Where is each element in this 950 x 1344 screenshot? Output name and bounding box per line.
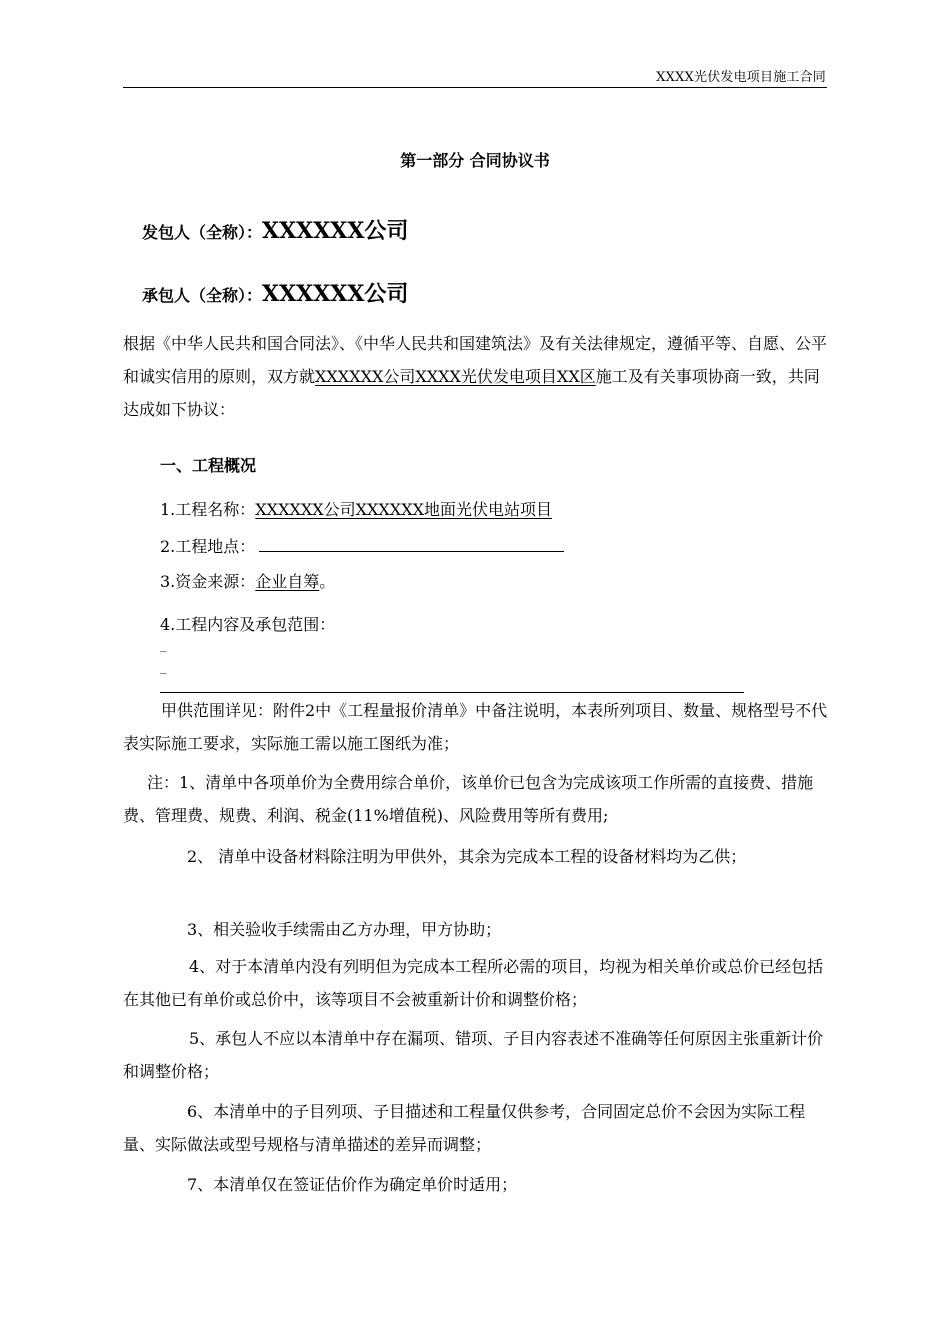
funding-end: 。 (319, 572, 336, 591)
project-name-line (160, 497, 552, 520)
scope-rule (160, 692, 744, 693)
intro-project: XXXXXX公司XXXX光伏发电项目XX区 (315, 367, 596, 386)
contractor-label: 承包人（全称）： (142, 286, 263, 305)
employer-name: XXXXXX公司 (262, 218, 409, 244)
scope-blank-2: _ (160, 660, 167, 675)
project-name-label: 1.工程名称： (160, 500, 256, 519)
intro-paragraph (123, 327, 833, 426)
intro-prefix: 根据《中华人民共和国合同法》、《中华人民共和国建筑法》及有关法律规定，遵循平等、自愿、公平和诚实信用的原则，双方就 (123, 334, 828, 386)
note-item: 7、本清单仅在签证估价作为确定单价时适用； (187, 1175, 518, 1194)
contractor-line (142, 277, 408, 308)
contractor-name: XXXXXX公司 (262, 281, 409, 307)
funding-label: 3.资金来源： (160, 572, 256, 591)
funding-line (160, 569, 335, 592)
note-item: 4、对于本清单内没有列明但为完成本工程所必需的项目，均视为相关单价或总价已经包括在其他已有单价或总价中，该等项目不会被重新计价和调整价格； (123, 957, 824, 1009)
scope-blank-1: _ (160, 638, 167, 653)
note-item: 5、承包人不应以本清单中存在漏项、错项、子目内容表述不准确等任何原因主张重新计价和调整价格； (123, 1029, 824, 1081)
section-heading: 一、工程概况 (160, 456, 257, 475)
project-name-value: XXXXXX公司XXXXXX地面光伏电站项目 (255, 500, 552, 519)
note-item: 注：1、清单中各项单价为全费用综合单价，该单价已包含为完成该项工作所需的直接费、措施费、管理费、规费、利润、税金(11%增值税)、风险费用等所有费用; (123, 773, 814, 825)
supply-note: 甲供范围详见：附件2中《工程量报价清单》中备注说明，本表所列项目、数量、规格型号不代表实际施工要求，实际施工需以施工图纸为准； (123, 701, 828, 753)
note-item: 2、 清单中设备材料除注明为甲供外，其余为完成本工程的设备材料均为乙供； (187, 847, 747, 866)
header-rule (123, 87, 827, 88)
page-title: 第一部分 合同协议书 (400, 151, 550, 170)
employer-line (142, 214, 408, 245)
project-location-blank (259, 537, 564, 552)
running-header: XXXX光伏发电项目施工合同 (656, 70, 826, 85)
scope-line: 4.工程内容及承包范围： (160, 615, 336, 634)
project-location-label: 2.工程地点： (160, 537, 256, 556)
funding-value: 企业自筹 (255, 572, 320, 591)
intro-suffix: 施工及有关事项协商一致，共同达成如下协议： (123, 367, 820, 419)
note-item: 3、相关验收手续需由乙方办理，甲方协助； (187, 920, 502, 939)
project-location-line (160, 534, 564, 557)
note-item: 6、本清单中的子目列项、子目描述和工程量仅供参考，合同固定总价不会因为实际工程量、实际做法或型号规格与清单描述的差异而调整； (123, 1102, 806, 1154)
employer-label: 发包人（全称）： (142, 223, 263, 242)
